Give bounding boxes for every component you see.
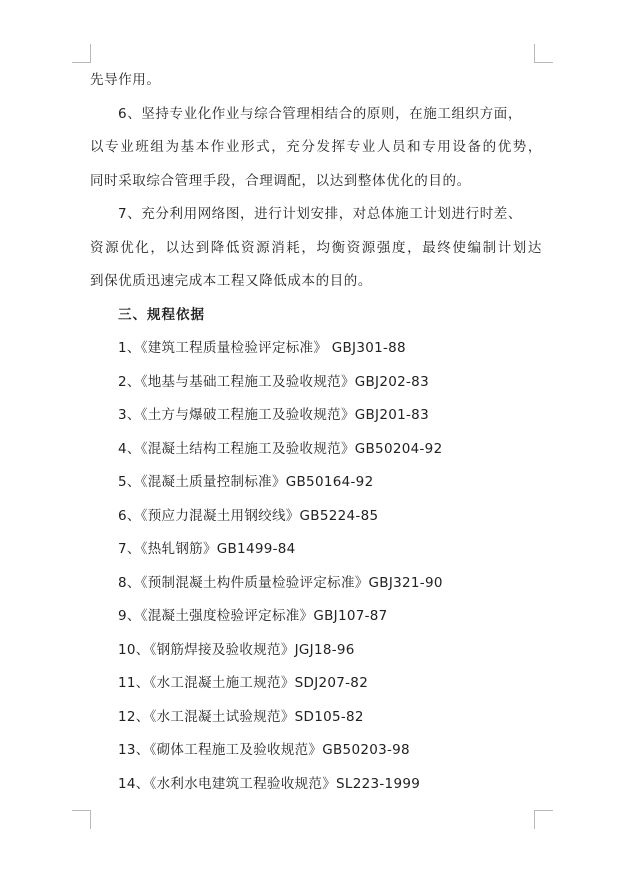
section-heading: 三、规程依据 [118, 306, 205, 323]
paragraph-6 [90, 101, 542, 202]
margin-corner-mark-top-left [72, 44, 91, 63]
reference-item: 7、《热轧钢筋》GB1499-84 [118, 541, 296, 557]
margin-corner-mark-bottom-left [72, 810, 91, 829]
body-text-line: 到保优质迅速完成本工程又降低成本的目的。 [90, 273, 372, 289]
body-text-line: 6、坚持专业化作业与综合管理相结合的原则，在施工组织方面， [118, 105, 522, 122]
reference-item: 3、《土方与爆破工程施工及验收规范》GBJ201-83 [118, 407, 429, 423]
body-text-line: 同时采取综合管理手段，合理调配，以达到整体优化的目的。 [90, 172, 471, 189]
document-body [90, 67, 542, 804]
reference-item: 12、《水工混凝土试验规范》SD105-82 [118, 708, 364, 725]
reference-item: 2、《地基与基础工程施工及验收规范》GBJ202-83 [118, 373, 429, 390]
margin-corner-mark-top-right [534, 44, 553, 63]
reference-list [90, 335, 542, 804]
reference-item: 5、《混凝土质量控制标准》GB50164-92 [118, 474, 374, 490]
body-text-line: 7、充分利用网络图，进行计划安排，对总体施工计划进行时差、 [118, 206, 522, 222]
reference-item: 11、《水工混凝土施工规范》SDJ207-82 [118, 675, 369, 691]
reference-item: 1、《建筑工程质量检验评定标准》 GBJ301-88 [118, 340, 406, 356]
margin-corner-mark-bottom-right [534, 810, 553, 829]
reference-item: 9、《混凝土强度检验评定标准》GBJ107-87 [118, 608, 388, 624]
paragraph-7 [90, 201, 542, 302]
body-text-line: 先导作用。 [90, 72, 161, 88]
reference-item: 8、《预制混凝土构件质量检验评定标准》GBJ321-90 [118, 574, 443, 591]
body-text-line: 资源优化，以达到降低资源消耗，均衡资源强度，最终使编制计划达 [90, 239, 542, 256]
reference-item: 10、《钢筋焊接及验收规范》JGJ18-96 [118, 641, 355, 658]
body-text-line: 以专业班组为基本作业形式，充分发挥专业人员和专用设备的优势， [90, 139, 542, 155]
reference-item: 14、《水利水电建筑工程验收规范》SL223-1999 [118, 775, 421, 792]
reference-item: 4、《混凝土结构工程施工及验收规范》GB50204-92 [118, 440, 443, 457]
reference-item: 13、《砌体工程施工及验收规范》GB50203-98 [118, 742, 410, 758]
reference-item: 6、《预应力混凝土用钢绞线》GB5224-85 [118, 507, 379, 524]
